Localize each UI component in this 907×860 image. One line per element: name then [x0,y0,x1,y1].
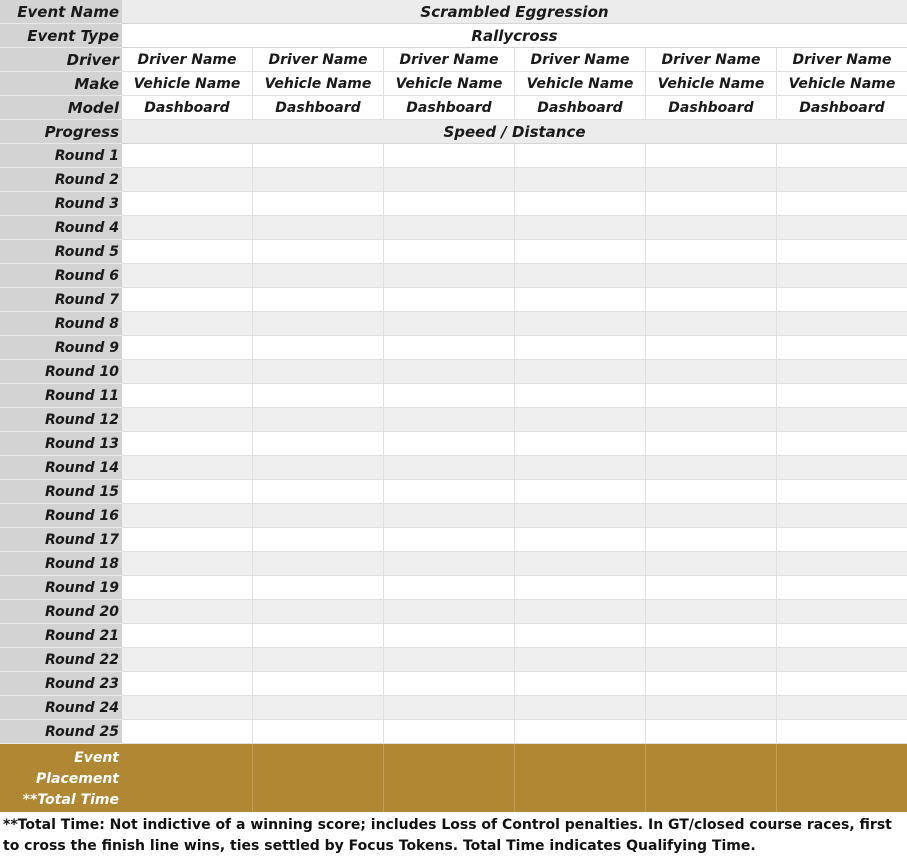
round-cell[interactable] [253,624,384,648]
round-label: Round 10 [0,360,122,384]
placement-cell[interactable] [646,744,777,812]
event-name-row [0,0,907,24]
total-time-label: **Total Time [22,792,119,808]
round-cell[interactable] [777,456,907,480]
round-cell[interactable] [384,648,515,672]
round-row [0,192,907,216]
round-cell[interactable] [122,288,253,312]
round-label: Round 14 [0,456,122,480]
round-cell[interactable] [515,528,646,552]
round-cell[interactable] [253,720,384,744]
model-cell[interactable]: Dashboard [777,96,907,120]
driver-cell[interactable]: Driver Name [384,48,515,72]
round-cell[interactable] [515,384,646,408]
make-cell[interactable]: Vehicle Name [646,72,777,96]
round-label: Round 1 [0,144,122,168]
round-cell[interactable] [122,360,253,384]
round-cell[interactable] [646,288,777,312]
round-cell[interactable] [384,168,515,192]
round-label: Round 3 [0,192,122,216]
placement-cell[interactable] [384,744,515,812]
round-row [0,528,907,552]
round-cell[interactable] [646,264,777,288]
round-label: Round 6 [0,264,122,288]
make-label: Make [0,72,122,96]
round-label: Round 11 [0,384,122,408]
driver-cell[interactable]: Driver Name [122,48,253,72]
round-cell[interactable] [384,720,515,744]
round-row [0,672,907,696]
round-cell[interactable] [777,672,907,696]
round-cell[interactable] [384,552,515,576]
round-cell[interactable] [777,696,907,720]
round-label: Round 8 [0,312,122,336]
round-cell[interactable] [777,432,907,456]
round-cell[interactable] [253,360,384,384]
round-cell[interactable] [515,456,646,480]
round-cell[interactable] [777,144,907,168]
round-cell[interactable] [384,312,515,336]
driver-cell[interactable]: Driver Name [777,48,907,72]
round-row [0,720,907,744]
round-cell[interactable] [384,456,515,480]
round-cell[interactable] [777,552,907,576]
round-cell[interactable] [777,288,907,312]
round-row [0,696,907,720]
round-cell[interactable] [253,552,384,576]
round-cell[interactable] [646,552,777,576]
event-placement-section [0,744,907,812]
round-cell[interactable] [253,504,384,528]
round-cell[interactable] [515,312,646,336]
round-cell[interactable] [384,624,515,648]
round-cell[interactable] [515,600,646,624]
progress-value: Speed / Distance [122,120,907,144]
round-cell[interactable] [122,576,253,600]
round-cell[interactable] [384,408,515,432]
round-cell[interactable] [646,480,777,504]
make-cell[interactable]: Vehicle Name [515,72,646,96]
round-cell[interactable] [646,648,777,672]
round-label: Round 20 [0,600,122,624]
round-label: Round 4 [0,216,122,240]
round-cell[interactable] [777,600,907,624]
round-row [0,432,907,456]
round-cell[interactable] [777,720,907,744]
round-cell[interactable] [122,696,253,720]
round-cell[interactable] [777,168,907,192]
round-cell[interactable] [777,216,907,240]
round-cell[interactable] [253,456,384,480]
round-cell[interactable] [122,456,253,480]
round-cell[interactable] [515,672,646,696]
round-cell[interactable] [646,216,777,240]
round-cell[interactable] [253,480,384,504]
round-cell[interactable] [122,384,253,408]
round-cell[interactable] [122,192,253,216]
round-cell[interactable] [384,264,515,288]
round-cell[interactable] [384,216,515,240]
round-cell[interactable] [384,144,515,168]
round-cell[interactable] [646,600,777,624]
round-cell[interactable] [122,264,253,288]
round-cell[interactable] [122,672,253,696]
round-cell[interactable] [646,528,777,552]
round-cell[interactable] [646,144,777,168]
round-cell[interactable] [384,576,515,600]
event-type-row [0,24,907,48]
model-cell[interactable]: Dashboard [384,96,515,120]
placement-cell[interactable] [515,744,646,812]
round-cell[interactable] [777,192,907,216]
round-cell[interactable] [384,288,515,312]
placement-cell[interactable] [122,744,253,812]
round-label: Round 21 [0,624,122,648]
round-cell[interactable] [384,600,515,624]
driver-cell[interactable]: Driver Name [253,48,384,72]
round-cell[interactable] [515,480,646,504]
round-cell[interactable] [646,408,777,432]
round-cell[interactable] [777,384,907,408]
event-name-label: Event Name [0,0,122,24]
round-cell[interactable] [122,504,253,528]
placement-labels [0,744,122,812]
round-row [0,552,907,576]
round-row [0,240,907,264]
round-cell[interactable] [253,312,384,336]
round-cell[interactable] [777,360,907,384]
round-cell[interactable] [122,216,253,240]
round-cell[interactable] [253,408,384,432]
round-row [0,264,907,288]
round-cell[interactable] [253,384,384,408]
round-cell[interactable] [646,312,777,336]
round-cell[interactable] [515,216,646,240]
round-label: Round 2 [0,168,122,192]
driver-label: Driver [0,48,122,72]
round-cell[interactable] [515,552,646,576]
round-cell[interactable] [122,144,253,168]
placement-label: Placement [35,771,119,787]
model-cell[interactable]: Dashboard [122,96,253,120]
round-row [0,456,907,480]
round-cell[interactable] [646,168,777,192]
round-cell[interactable] [122,312,253,336]
round-cell[interactable] [122,432,253,456]
round-cell[interactable] [646,456,777,480]
round-row [0,576,907,600]
round-row [0,168,907,192]
round-label: Round 12 [0,408,122,432]
round-cell[interactable] [384,696,515,720]
round-cell[interactable] [122,240,253,264]
round-cell[interactable] [777,648,907,672]
round-label: Round 13 [0,432,122,456]
round-row [0,288,907,312]
round-cell[interactable] [253,672,384,696]
round-label: Round 15 [0,480,122,504]
round-row [0,336,907,360]
make-cell[interactable]: Vehicle Name [777,72,907,96]
round-cell[interactable] [122,648,253,672]
round-cell[interactable] [253,600,384,624]
round-label: Round 23 [0,672,122,696]
round-row [0,504,907,528]
round-cell[interactable] [646,696,777,720]
round-cell[interactable] [253,528,384,552]
round-cell[interactable] [515,168,646,192]
round-cell[interactable] [646,240,777,264]
round-label: Round 5 [0,240,122,264]
make-row [0,72,907,96]
round-row [0,480,907,504]
round-cell[interactable] [777,336,907,360]
round-cell[interactable] [515,720,646,744]
round-cell[interactable] [253,192,384,216]
round-cell[interactable] [384,432,515,456]
round-label: Round 22 [0,648,122,672]
total-time-footnote: **Total Time: Not indictive of a winning score; includes Loss of Control penalties. In GT/closed course races, first to cross the finish line wins, ties settled by Focus Tokens. Total Time indicates Qualifying Time. [3,817,892,854]
round-cell[interactable] [646,504,777,528]
round-cell[interactable] [253,576,384,600]
round-cell[interactable] [515,240,646,264]
placement-cell[interactable] [253,744,384,812]
round-label: Round 7 [0,288,122,312]
round-cell[interactable] [384,336,515,360]
round-label: Round 24 [0,696,122,720]
round-cell[interactable] [777,576,907,600]
round-cell[interactable] [515,504,646,528]
round-cell[interactable] [122,600,253,624]
round-cell[interactable] [515,144,646,168]
round-row [0,384,907,408]
round-row [0,600,907,624]
make-cell[interactable]: Vehicle Name [384,72,515,96]
event-type-label: Event Type [0,24,122,48]
round-label: Round 25 [0,720,122,744]
round-cell[interactable] [384,504,515,528]
round-row [0,648,907,672]
round-cell[interactable] [646,672,777,696]
round-cell[interactable] [515,432,646,456]
driver-cell[interactable]: Driver Name [646,48,777,72]
round-row [0,144,907,168]
round-cell[interactable] [384,384,515,408]
round-cell[interactable] [777,264,907,288]
rounds-table [0,144,907,744]
round-cell[interactable] [646,720,777,744]
round-cell[interactable] [253,432,384,456]
round-cell[interactable] [253,336,384,360]
driver-row [0,48,907,72]
round-cell[interactable] [253,168,384,192]
round-cell[interactable] [515,288,646,312]
round-cell[interactable] [515,336,646,360]
round-cell[interactable] [384,240,515,264]
round-label: Round 17 [0,528,122,552]
round-cell[interactable] [122,336,253,360]
round-cell[interactable] [384,192,515,216]
round-cell[interactable] [122,168,253,192]
placement-cell[interactable] [777,744,907,812]
round-cell[interactable] [253,264,384,288]
round-cell[interactable] [515,576,646,600]
round-cell[interactable] [515,264,646,288]
round-cell[interactable] [122,624,253,648]
round-label: Round 9 [0,336,122,360]
round-label: Round 19 [0,576,122,600]
model-row [0,96,907,120]
round-cell[interactable] [777,408,907,432]
round-row [0,360,907,384]
round-cell[interactable] [253,240,384,264]
round-row [0,312,907,336]
round-cell[interactable] [646,624,777,648]
make-cell[interactable]: Vehicle Name [253,72,384,96]
event-name-value[interactable]: Scrambled Eggression [122,0,907,24]
round-cell[interactable] [253,216,384,240]
round-cell[interactable] [515,696,646,720]
round-cell[interactable] [646,360,777,384]
round-cell[interactable] [122,480,253,504]
round-cell[interactable] [253,696,384,720]
round-cell[interactable] [122,528,253,552]
round-cell[interactable] [777,312,907,336]
model-cell[interactable]: Dashboard [253,96,384,120]
round-label: Round 18 [0,552,122,576]
round-cell[interactable] [646,384,777,408]
round-cell[interactable] [646,432,777,456]
round-label: Round 16 [0,504,122,528]
round-cell[interactable] [646,576,777,600]
model-cell[interactable]: Dashboard [646,96,777,120]
round-cell[interactable] [384,528,515,552]
round-cell[interactable] [515,648,646,672]
round-row [0,216,907,240]
round-cell[interactable] [777,504,907,528]
make-cell[interactable]: Vehicle Name [122,72,253,96]
event-label: Event [74,750,119,766]
round-cell[interactable] [515,360,646,384]
driver-cell[interactable]: Driver Name [515,48,646,72]
round-row [0,624,907,648]
round-cell[interactable] [777,480,907,504]
round-cell[interactable] [777,528,907,552]
round-cell[interactable] [253,288,384,312]
round-cell[interactable] [515,408,646,432]
progress-row [0,120,907,144]
round-row [0,408,907,432]
event-type-value[interactable]: Rallycross [122,24,907,48]
round-cell[interactable] [384,360,515,384]
round-cell[interactable] [646,336,777,360]
round-cell[interactable] [122,408,253,432]
round-cell[interactable] [122,720,253,744]
round-cell[interactable] [122,552,253,576]
model-cell[interactable]: Dashboard [515,96,646,120]
round-cell[interactable] [515,624,646,648]
round-cell[interactable] [646,192,777,216]
round-cell[interactable] [253,144,384,168]
round-cell[interactable] [253,648,384,672]
round-cell[interactable] [777,240,907,264]
round-cell[interactable] [384,480,515,504]
round-cell[interactable] [777,624,907,648]
progress-label: Progress [0,120,122,144]
model-label: Model [0,96,122,120]
round-cell[interactable] [515,192,646,216]
round-cell[interactable] [384,672,515,696]
